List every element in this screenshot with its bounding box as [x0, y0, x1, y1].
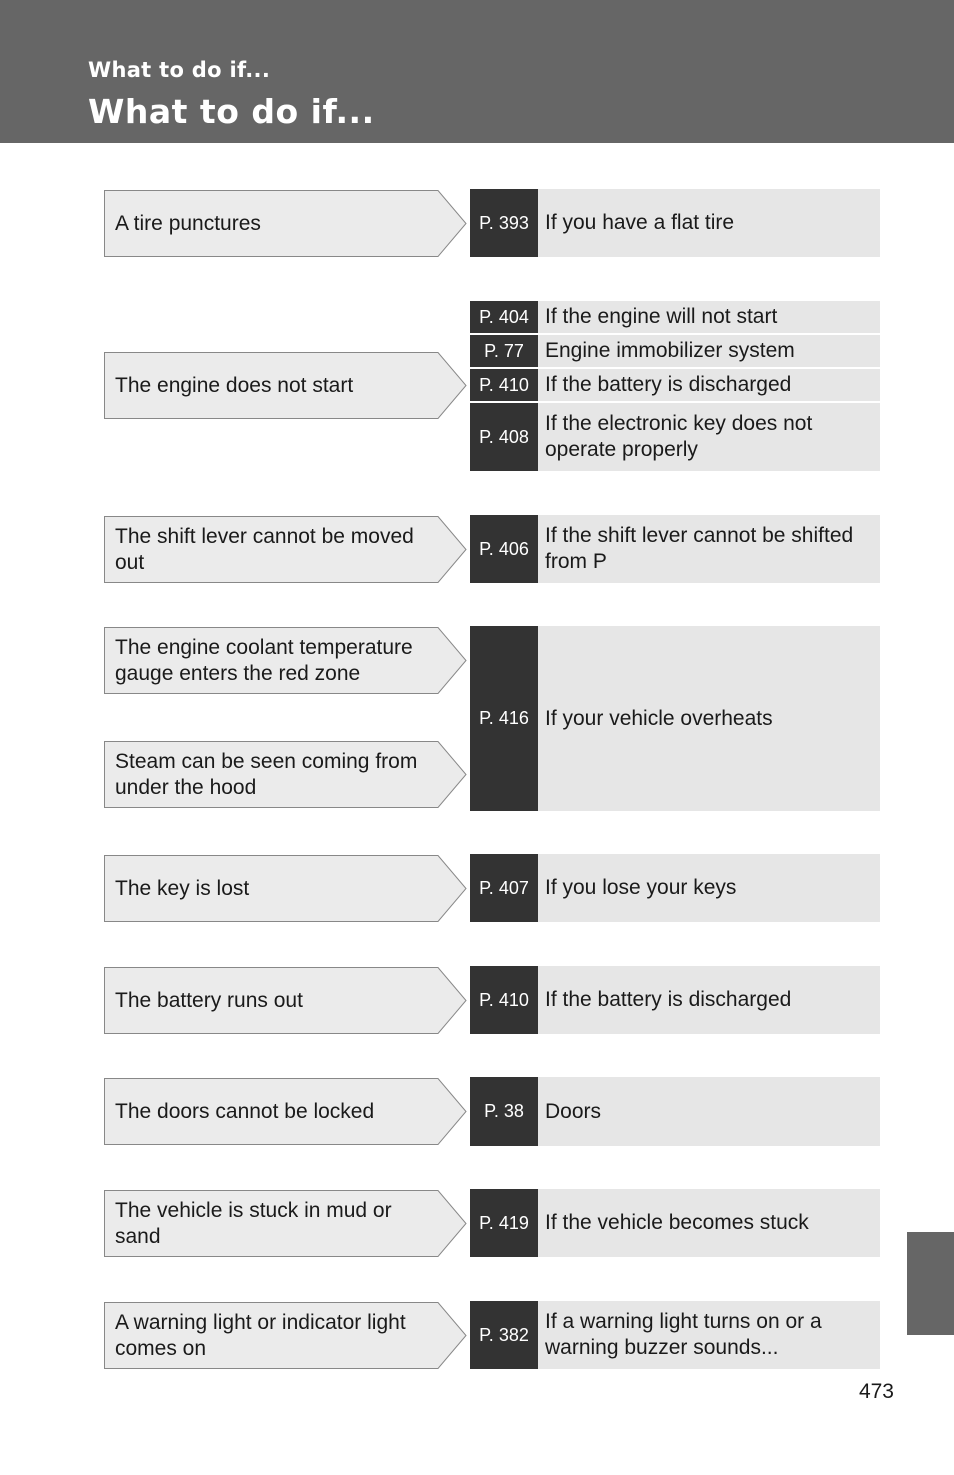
page-ref-link[interactable]: P. 77 [470, 335, 538, 367]
ref-title: If you have a flat tire [538, 189, 880, 257]
page-ref-link[interactable]: P. 419 [470, 1189, 538, 1257]
chapter-subtitle: What to do if... [88, 58, 271, 82]
problem-label: The battery runs out [115, 988, 303, 1012]
problem-label: The key is lost [115, 876, 250, 900]
problem-battery-runs-out [104, 967, 467, 1034]
ref-title: If the battery is discharged [538, 966, 880, 1034]
page-ref-link[interactable]: P. 382 [470, 1301, 538, 1369]
problem-tire-punctures [104, 190, 467, 257]
page-ref-link[interactable]: P. 38 [470, 1077, 538, 1146]
ref-title: If a warning light turns on or a warning buzzer sounds... [538, 1301, 880, 1369]
ref-title: Doors [538, 1077, 880, 1146]
problem-label: A tire punctures [115, 211, 261, 235]
ref-title: If the vehicle becomes stuck [538, 1189, 880, 1257]
problem-doors-cannot-lock [104, 1078, 467, 1145]
problem-key-lost [104, 855, 467, 922]
ref-title: If the electronic key does not operate properly [538, 403, 880, 471]
problem-warning-light [104, 1302, 467, 1369]
problem-engine-not-start [104, 352, 467, 419]
problem-coolant-temperature [104, 627, 467, 694]
page-ref-link[interactable]: P. 404 [470, 301, 538, 333]
chapter-side-tab [907, 1232, 954, 1335]
page-ref-link[interactable]: P. 408 [470, 403, 538, 471]
page-ref-link[interactable]: P. 407 [470, 854, 538, 922]
chapter-title: What to do if... [88, 92, 375, 131]
problem-shift-lever [104, 516, 467, 583]
problem-label: A warning light or indicator light comes on [115, 1310, 406, 1360]
problem-label: The vehicle is stuck in mud or sand [115, 1198, 392, 1248]
page-ref-link[interactable]: P. 406 [470, 515, 538, 583]
ref-title: If the battery is discharged [538, 369, 880, 401]
page-ref-link[interactable]: P. 416 [470, 626, 538, 811]
page-number: 473 [858, 1380, 894, 1403]
problem-label: The doors cannot be locked [115, 1099, 375, 1123]
ref-title: If you lose your keys [538, 854, 880, 922]
page-ref-link[interactable]: P. 410 [470, 369, 538, 401]
problem-label: The engine does not start [115, 373, 354, 397]
ref-title: If the shift lever cannot be shifted from P [538, 515, 880, 583]
ref-title: Engine immobilizer system [538, 335, 880, 367]
page-ref-link[interactable]: P. 393 [470, 189, 538, 257]
ref-title: If the engine will not start [538, 301, 880, 333]
problem-steam-hood [104, 741, 467, 808]
problem-vehicle-stuck [104, 1190, 467, 1257]
problem-label: Steam can be seen coming from under the hood [115, 749, 418, 799]
problem-label: The engine coolant temperature gauge enters the red zone [115, 635, 413, 685]
page-ref-link[interactable]: P. 410 [470, 966, 538, 1034]
ref-title: If your vehicle overheats [538, 626, 880, 811]
problem-label: The shift lever cannot be moved out [115, 524, 414, 574]
chapter-header [0, 0, 954, 143]
